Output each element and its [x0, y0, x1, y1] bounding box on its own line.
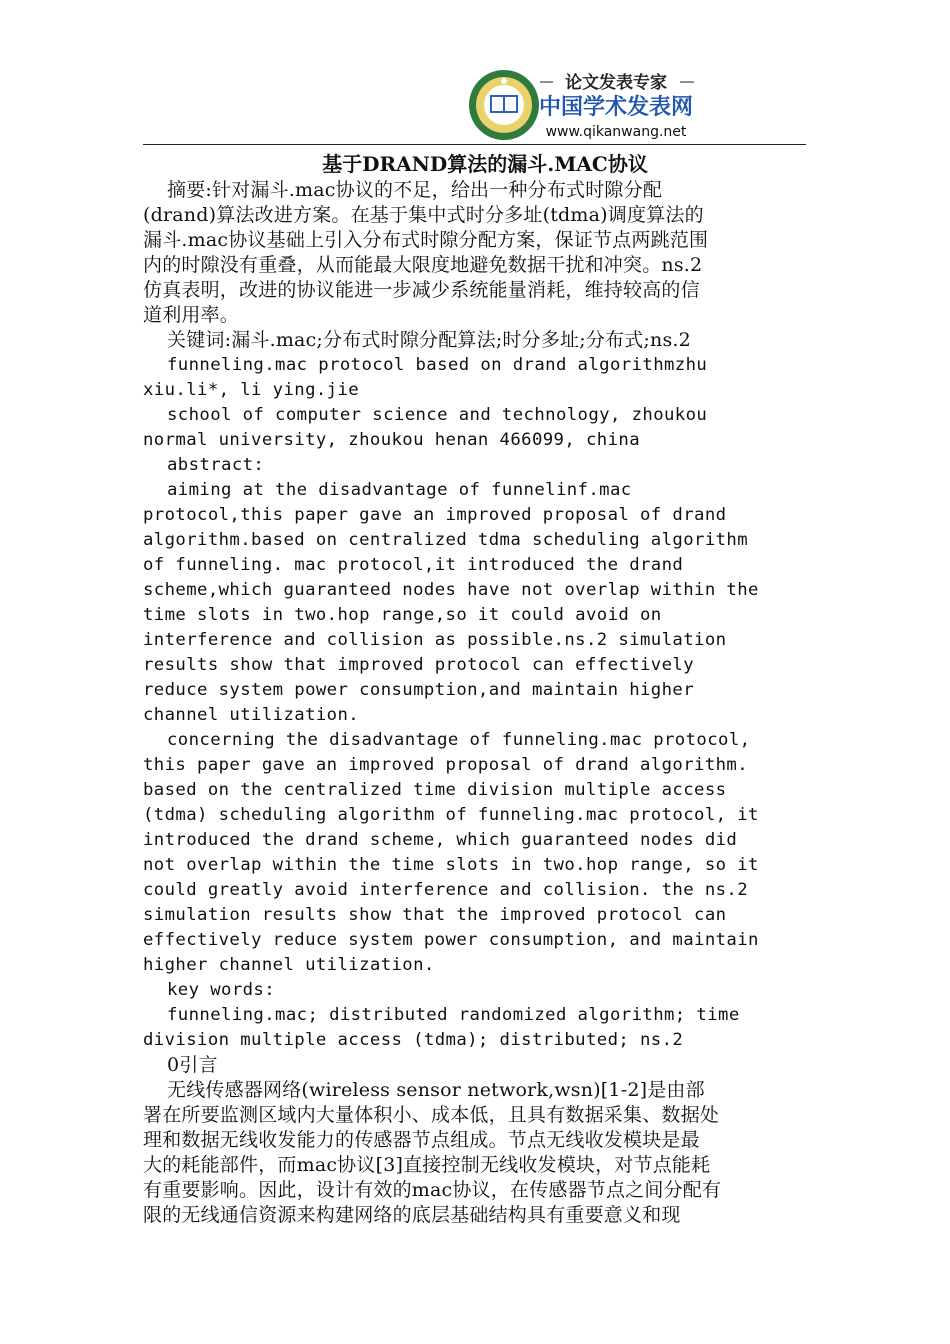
- keywords-heading: key words:: [167, 980, 276, 1000]
- abstract-en-1: aiming at the disadvantage of funnelinf.mac protocol,this paper gave an improved proposal of drand algorithm.based on centralized tdma scheduling algorithm of funneling. mac protocol,it introduced the drand scheme,which guaranteed nodes have not overlap within the time slots in two.hop range,so it could avoid on interference and collision as possible.ns.2 simulation results show that improved protocol can effectively reduce system power consumption,and maintain higher channel utilization.: [143, 480, 759, 725]
- affiliation: school of computer science and technology, zhoukou normal university, zhoukou henan 466099, china: [143, 405, 708, 450]
- abstract-heading: abstract:: [167, 455, 265, 475]
- header-divider: [143, 144, 806, 145]
- logo-slogan: 论文发表专家: [565, 73, 667, 93]
- abstract-en-2: concerning the disadvantage of funneling.mac protocol, this paper gave an improved proposal of drand algorithm. based on the centralized time division multiple access (tdma) scheduling algorithm of funneling.mac protocol, it introduced the drand scheme, which guaranteed nodes did not overlap within the time slots in two.hop range, so it could greatly avoid interference and collision. the ns.2 simulation results show that the improved protocol can effectively reduce system power consumption, and maintain higher channel utilization.: [143, 730, 759, 975]
- intro-paragraph: 无线传感器网络(wireless sensor network,wsn)[1-2]是由部 署在所要监测区域内大量体积小、成本低，且具有数据采集、数据处 理和数据无线收发能力的传感器节点组成。节点无线收发模块是最 大的耗能部件，而mac协议[3]直接控制无线收发模块，对节点能耗 有重要影响。因此，设计有效的mac协议，在传感器节点之间分配有 限的无线通信资源来构建网络的底层基础结构具有重要意义和现: [143, 1079, 722, 1226]
- abstract-cn: 摘要:针对漏斗.mac协议的不足，给出一种分布式时隙分配 (drand)算法改进方案。在基于集中式时分多址(tdma)调度算法的 漏斗.mac协议基础上引入分布式时隙分配方案，保证节点两跳范围 内的时隙没有重叠，从而能最大限度地避免数据干扰和冲突。ns.2 仿真表明，改进的协议能进一步减少系统能量消耗，维持较高的信 道利用率。: [143, 179, 709, 326]
- keywords-cn: 关键词:漏斗.mac;分布式时隙分配算法;时分多址;分布式;ns.2: [167, 329, 691, 351]
- logo-name: 中国学术发表网: [538, 95, 694, 120]
- document-body: [143, 150, 807, 1228]
- journal-logo: [468, 68, 697, 142]
- keywords-en: funneling.mac; distributed randomized algorithm; time division multiple access (tdma); distributed; ns.2: [143, 1005, 740, 1050]
- logo-url: www.qikanwang.net: [545, 124, 687, 140]
- section-heading-intro: 0引言: [167, 1054, 218, 1076]
- paper-title: 基于DRAND算法的漏斗.MAC协议: [322, 152, 648, 176]
- title-en-authors: funneling.mac protocol based on drand algorithmzhu xiu.li*, li ying.jie: [143, 355, 708, 400]
